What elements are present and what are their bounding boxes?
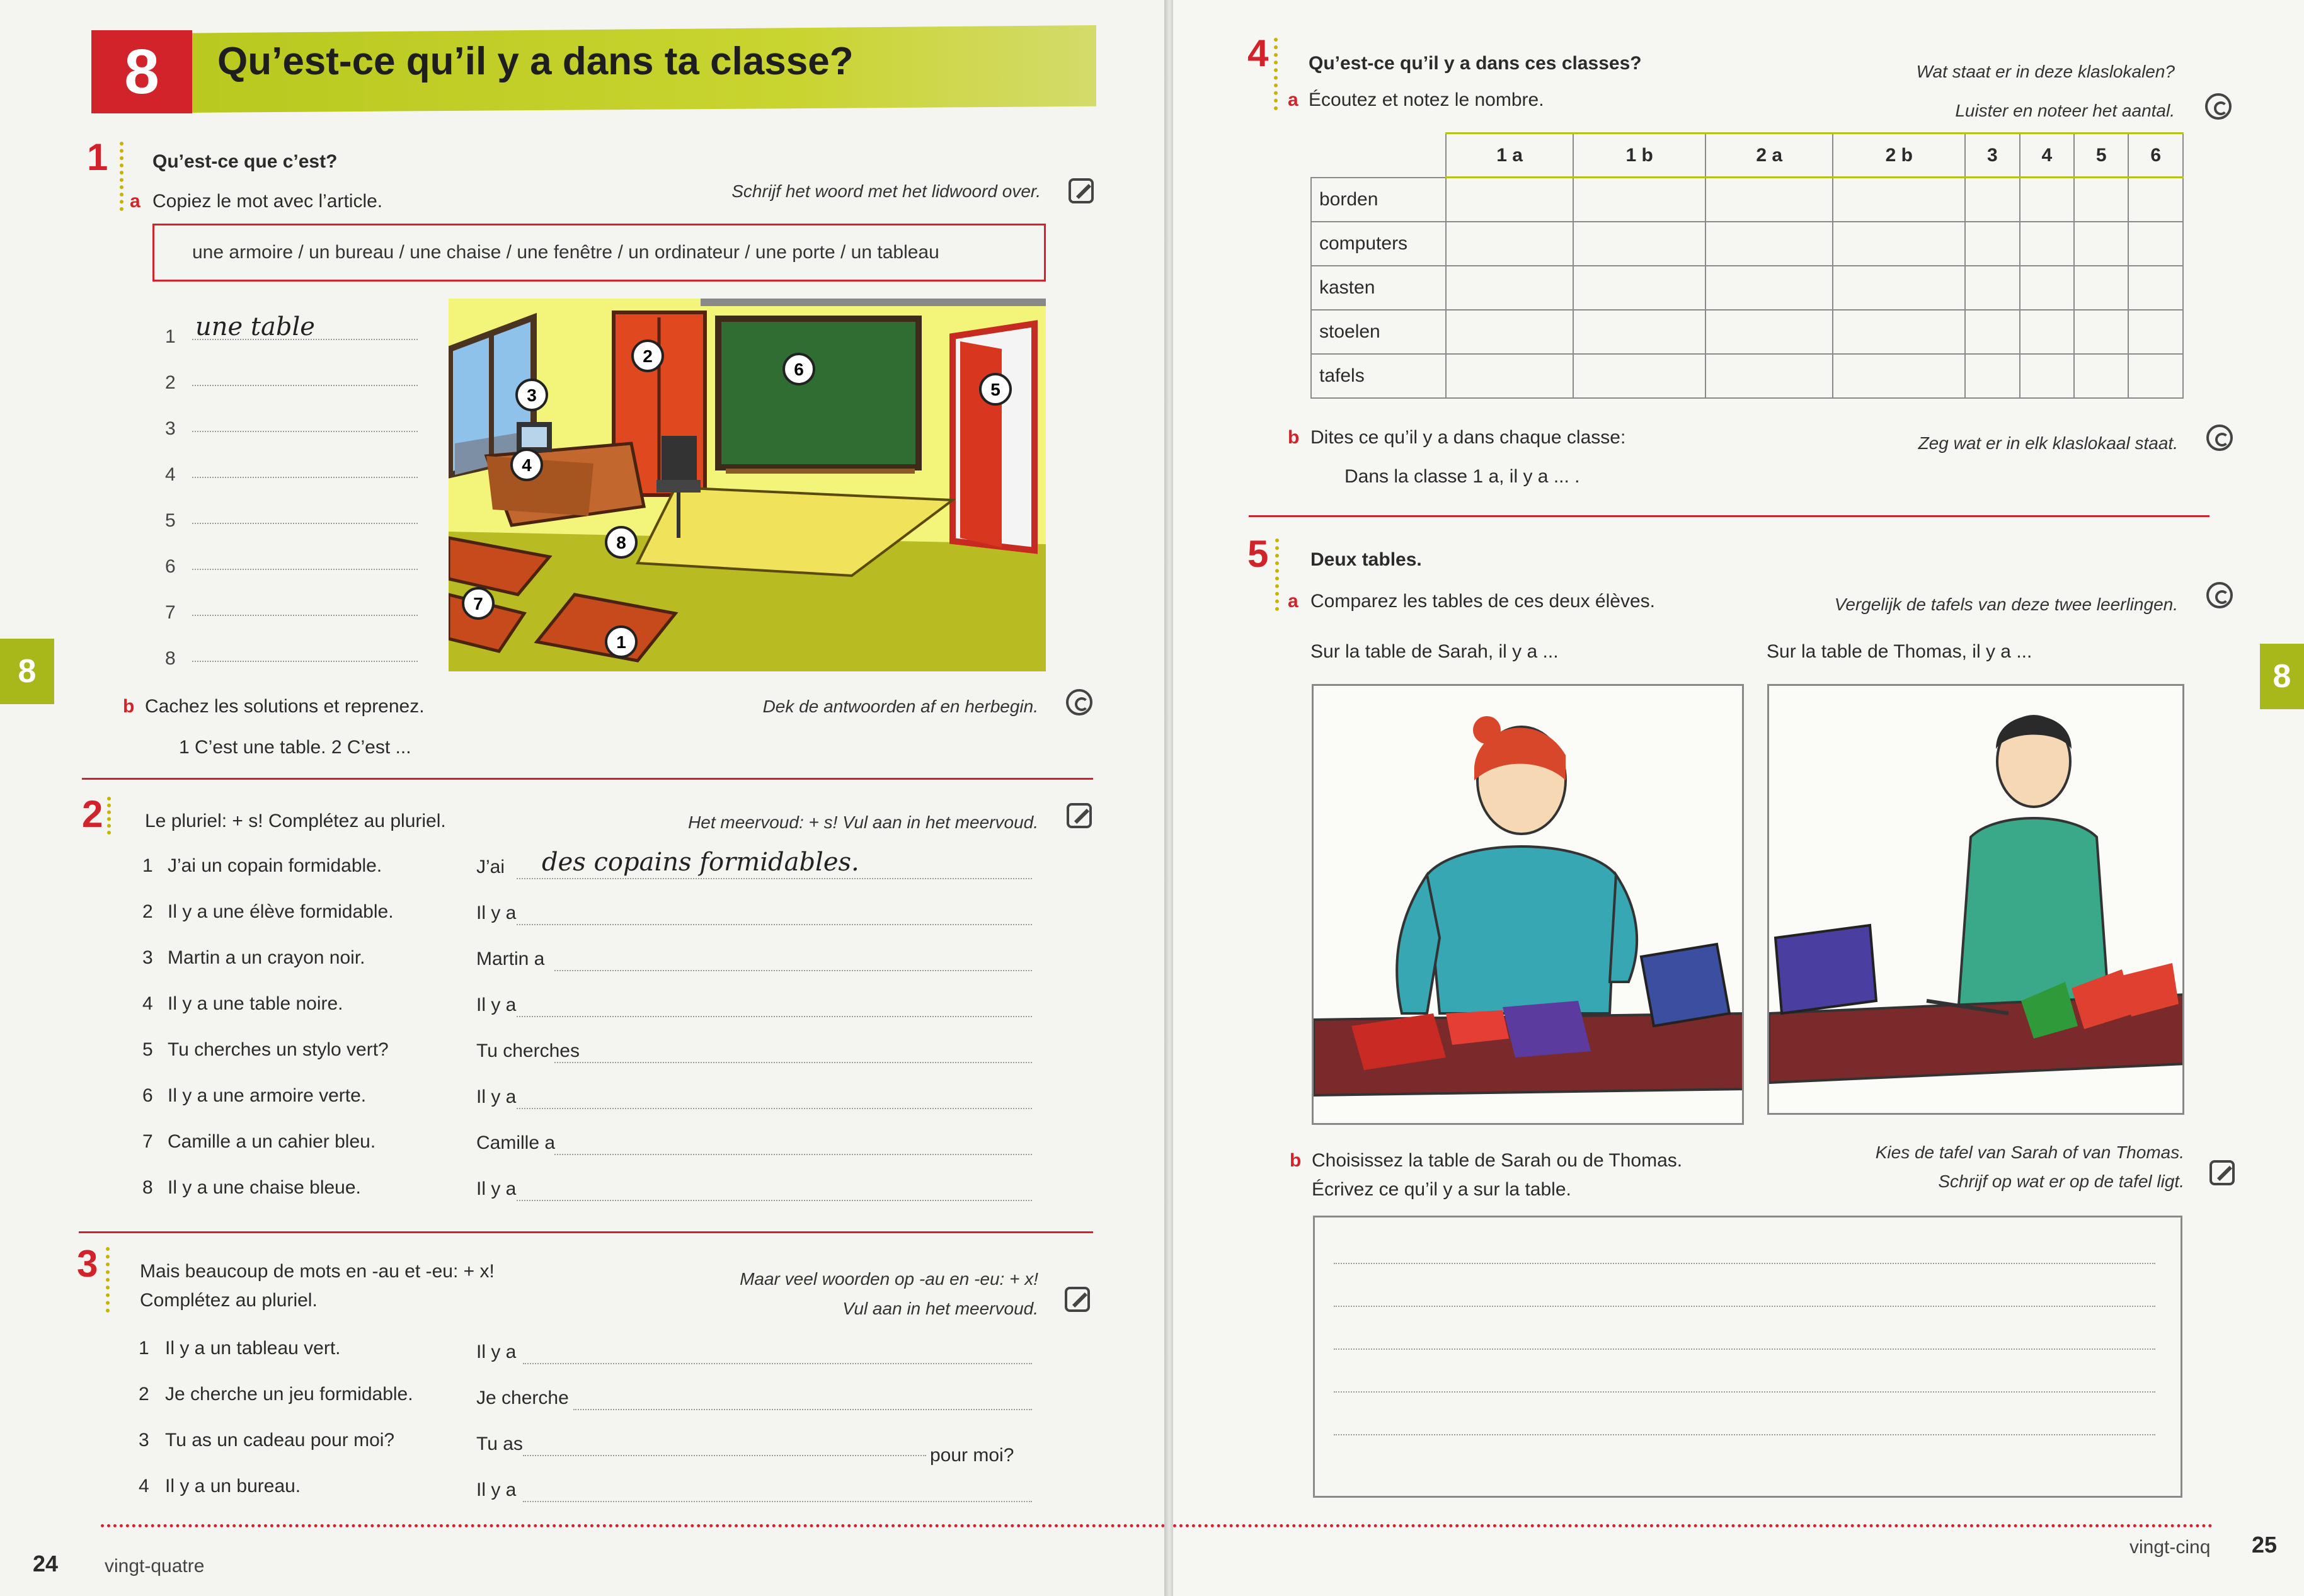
ex3-instruction-2: Complétez au pluriel. [140, 1290, 318, 1311]
ex5-a-translation: Vergelijk de tafels van deze twee leerlingen. [1834, 595, 2178, 614]
classroom-illustration [449, 299, 1046, 671]
ex4-count-cell[interactable] [1965, 222, 2019, 266]
audio-icon [2205, 93, 2232, 120]
ex3-row-number: 3 [139, 1430, 149, 1451]
ex4-table-row [1311, 178, 2183, 222]
unit-number: 8 [124, 36, 159, 107]
sarah-caption: Sur la table de Sarah, il y a ... [1310, 641, 1559, 662]
page-word-right: vingt-cinq [2129, 1537, 2211, 1558]
ex2-row-number: 2 [142, 901, 153, 922]
ex3-row-number: 4 [139, 1476, 149, 1496]
thomas-caption: Sur la table de Thomas, il y a ... [1767, 641, 2032, 662]
page-number-right: 25 [2252, 1532, 2278, 1558]
ex2-row-sentence: Martin a un crayon noir. [168, 947, 365, 968]
ex5-b-instruction-1: Choisissez la table de Sarah ou de Thomas. [1312, 1150, 1683, 1171]
write-pencil-icon [1067, 803, 1092, 828]
ex4-count-cell[interactable] [1705, 266, 1833, 310]
ex1-item-number: 6 [165, 556, 176, 577]
ex4-dots [1274, 38, 1278, 110]
ex2-row-number: 3 [142, 947, 153, 968]
ex5-a-letter: a [1288, 591, 1298, 612]
ex2-row-sentence: Tu cherches un stylo vert? [168, 1039, 389, 1060]
ex2-answer-line[interactable] [554, 1062, 1032, 1063]
ex3-answer-line[interactable] [523, 1501, 1032, 1502]
ex1-a-letter: a [130, 191, 140, 212]
write-pencil-icon [1069, 178, 1094, 203]
ex4-column-header: 1 a [1446, 134, 1573, 178]
ex3-row-sentence: Il y a un tableau vert. [165, 1338, 341, 1359]
ex1-item-number: 5 [165, 510, 176, 531]
ex1-answer-line[interactable] [192, 523, 418, 524]
ex4-row-label: computers [1311, 222, 1446, 266]
ex4-count-cell[interactable] [1965, 266, 2019, 310]
ex2-row-sentence: J’ai un copain formidable. [168, 855, 382, 876]
ex1-item-number: 7 [165, 602, 176, 623]
ex2-row-number: 1 [142, 855, 153, 876]
ex3-row-sentence: Tu as un cadeau pour moi? [165, 1430, 395, 1451]
ex3-instruction-1: Mais beaucoup de mots en -au et -eu: + x! [140, 1261, 495, 1282]
ex4-row-label: kasten [1311, 266, 1446, 310]
ex4-b-translation: Zeg wat er in elk klaslokaal staat. [1918, 433, 2178, 453]
ex2-row-sentence: Il y a une table noire. [168, 993, 343, 1014]
ex4-b-instruction: Dites ce qu’il y a dans chaque classe: [1310, 427, 1626, 448]
ex4-count-cell[interactable] [1446, 310, 1573, 354]
ex4-column-header: 4 [2020, 134, 2074, 178]
ex5-b-translation-2: Schrijf op wat er op de tafel ligt. [1938, 1171, 2184, 1191]
ex4-column-header: 2 a [1705, 134, 1833, 178]
ex5-b-letter: b [1290, 1150, 1302, 1171]
ex1-a-translation: Schrijf het woord met het lidwoord over. [731, 181, 1041, 201]
footer-dotted-line [1173, 1524, 2213, 1527]
ex3-row-start: Je cherche [476, 1388, 569, 1408]
ex4-b-letter: b [1288, 427, 1300, 448]
ex1-b-letter: b [123, 696, 135, 717]
audio-icon [2206, 582, 2233, 608]
ex2-answer-line[interactable] [554, 1154, 1032, 1155]
ex1-answer-line[interactable] [192, 477, 418, 478]
ex2-translation: Het meervoud: + s! Vul aan in het meervoud. [688, 812, 1038, 832]
illustration-marker-label: 7 [473, 594, 483, 613]
ex4-count-cell[interactable] [1705, 354, 1833, 398]
divider [1249, 515, 2209, 517]
ex3-row-number: 2 [139, 1384, 149, 1405]
ex3-row-number: 1 [139, 1338, 149, 1359]
ex4-table-row [1311, 266, 2183, 310]
ex1-answer-line[interactable] [192, 431, 418, 432]
ex4-count-cell[interactable] [1965, 178, 2019, 222]
illustration-marker-label: 2 [643, 346, 653, 366]
ex2-row-start: Martin a [476, 949, 545, 969]
right-page [1173, 0, 2304, 1596]
ex1-item-number: 4 [165, 464, 176, 485]
ex3-translation-2: Vul aan in het meervoud. [842, 1299, 1038, 1318]
ex1-item-number: 1 [165, 326, 176, 347]
ex4-column-header: 2 b [1833, 134, 1965, 178]
ex2-answer-line[interactable] [517, 1016, 1032, 1017]
ex4-count-table [1310, 132, 2184, 399]
page-word-left: vingt-quatre [105, 1556, 205, 1576]
ex4-row-label: tafels [1311, 354, 1446, 398]
ex4-table-row [1311, 222, 2183, 266]
ex1-b-translation: Dek de antwoorden af en herbegin. [762, 697, 1038, 716]
blackboard [718, 319, 919, 474]
ex1-item-number: 2 [165, 372, 176, 393]
ex1-title: Qu’est-ce que c’est? [152, 151, 338, 172]
ex5-a-instruction: Comparez les tables de ces deux élèves. [1310, 591, 1655, 612]
ex4-a-translation: Luister en noteer het aantal. [1955, 101, 2175, 120]
ex3-answer-line[interactable] [573, 1409, 1032, 1410]
ex2-row-sentence: Il y a une chaise bleue. [168, 1177, 361, 1198]
ex4-column-header: 6 [2128, 134, 2183, 178]
ex4-column-header: 5 [2074, 134, 2128, 178]
ex4-count-cell[interactable] [1573, 354, 1705, 398]
ex5-number: 5 [1247, 533, 1269, 575]
divider [79, 1231, 1093, 1233]
ex2-answer-line[interactable] [517, 1200, 1032, 1201]
ex4-count-cell[interactable] [2020, 310, 2074, 354]
footer-dotted-line [101, 1524, 1166, 1527]
ex2-row-number: 7 [142, 1131, 153, 1152]
ex4-count-cell[interactable] [1833, 266, 1965, 310]
ex5-b-instruction-2: Écrivez ce qu’il y a sur la table. [1312, 1179, 1571, 1200]
ex4-a-instruction: Écoutez et notez le nombre. [1309, 89, 1544, 110]
sarah-illustration [1312, 684, 1744, 1125]
chapter-side-tab: 8 [0, 639, 54, 704]
ex3-row-end: pour moi? [930, 1445, 1014, 1466]
ex1-number: 1 [87, 136, 108, 178]
ex4-count-cell[interactable] [1573, 310, 1705, 354]
ex4-count-cell[interactable] [2074, 310, 2128, 354]
ex2-answer-line[interactable] [517, 878, 1032, 879]
ex5-title: Deux tables. [1310, 549, 1422, 570]
ex4-count-cell[interactable] [1705, 310, 1833, 354]
ex2-answer-line[interactable] [517, 1108, 1032, 1109]
write-pencil-icon [2209, 1160, 2235, 1185]
ex3-answer-line[interactable] [523, 1455, 926, 1456]
ex5-writing-box [1313, 1216, 2182, 1498]
ex4-count-cell[interactable] [2074, 266, 2128, 310]
ex2-answer-line[interactable] [517, 924, 1032, 925]
ex4-count-cell[interactable] [1965, 354, 2019, 398]
ex4-table-row [1311, 354, 2183, 398]
door [953, 324, 1035, 550]
ex4-count-cell[interactable] [2128, 354, 2183, 398]
audio-icon [1066, 689, 1092, 715]
ex4-count-cell[interactable] [2020, 354, 2074, 398]
ex2-row-start: Camille a [476, 1132, 556, 1153]
ex4-count-cell[interactable] [1573, 178, 1705, 222]
illustration-marker-label: 8 [616, 533, 626, 552]
ex2-row-start: Il y a [476, 995, 517, 1015]
ex4-title: Qu’est-ce qu’il y a dans ces classes? [1309, 53, 1642, 74]
chapter-side-tab: 8 [2260, 644, 2304, 709]
ex2-number: 2 [82, 793, 103, 835]
illustration-marker-label: 1 [616, 632, 626, 652]
ex4-count-cell[interactable] [1705, 178, 1833, 222]
page-number-left: 24 [33, 1551, 59, 1576]
ex5-b-translation-1: Kies de tafel van Sarah of van Thomas. [1875, 1143, 2184, 1162]
ex3-row-sentence: Je cherche un jeu formidable. [165, 1384, 413, 1405]
ex2-row-number: 5 [142, 1039, 153, 1060]
ex4-count-cell[interactable] [2020, 266, 2074, 310]
ex2-dots [107, 797, 111, 835]
ex5-dots [1275, 539, 1279, 611]
ex4-count-cell[interactable] [1573, 222, 1705, 266]
ex2-row-number: 4 [142, 993, 153, 1014]
ex4-a-letter: a [1288, 89, 1298, 110]
ex3-translation-1: Maar veel woorden op -au en -eu: + x! [740, 1269, 1038, 1289]
ex2-row-start: Il y a [476, 1086, 517, 1107]
ex2-row-start: Tu cherches [476, 1040, 580, 1061]
ex4-column-header: 1 b [1573, 134, 1705, 178]
audio-icon [2206, 425, 2233, 451]
ex1-answer-line[interactable] [192, 615, 418, 616]
ex4-count-cell[interactable] [1833, 354, 1965, 398]
ex4-count-cell[interactable] [1833, 310, 1965, 354]
ex4-count-cell[interactable] [1965, 310, 2019, 354]
ex4-title-translation: Wat staat er in deze klaslokalen? [1916, 62, 2175, 81]
ex1-a-instruction: Copiez le mot avec l’article. [152, 191, 383, 212]
sarah-drawing [1314, 686, 1744, 1125]
ex3-row-sentence: Il y a un bureau. [165, 1476, 301, 1496]
ex2-row-sentence: Il y a une élève formidable. [168, 901, 394, 922]
ex4-count-cell[interactable] [1833, 178, 1965, 222]
illustration-marker-label: 4 [522, 455, 532, 475]
ex3-dots [106, 1247, 110, 1313]
ex4-count-cell[interactable] [2020, 178, 2074, 222]
ex2-row-start: Il y a [476, 903, 517, 923]
ex2-row-number: 6 [142, 1085, 153, 1106]
ex4-count-cell[interactable] [2128, 178, 2183, 222]
ex4-column-header: 3 [1965, 134, 2019, 178]
ex1-wordbox [152, 224, 1046, 282]
ex3-row-start: Tu as [476, 1434, 523, 1454]
ex4-count-cell[interactable] [1446, 178, 1573, 222]
ex4-table-row [1311, 310, 2183, 354]
ex1-answer-line[interactable] [192, 385, 418, 386]
thomas-drawing [1769, 686, 2184, 1115]
ex2-answer: des copains formidables. [542, 848, 859, 877]
ex4-b-example: Dans la classe 1 a, il y a ... . [1344, 466, 1580, 487]
ex2-answer-line[interactable] [554, 970, 1032, 971]
unit-number-box [91, 30, 192, 113]
ex4-count-cell[interactable] [2128, 266, 2183, 310]
ex2-row-number: 8 [142, 1177, 153, 1198]
ex2-row-start: Il y a [476, 1178, 517, 1199]
ex4-count-cell[interactable] [2128, 222, 2183, 266]
ex1-b-instruction: Cachez les solutions et reprenez. [145, 696, 425, 717]
ex4-count-cell[interactable] [1446, 222, 1573, 266]
ex2-row-sentence: Camille a un cahier bleu. [168, 1131, 376, 1152]
unit-title: Qu’est-ce qu’il y a dans ta classe? [217, 40, 854, 83]
illustration-marker-label: 6 [794, 360, 804, 379]
illustration-marker-label: 3 [527, 385, 537, 405]
ex4-count-cell[interactable] [1833, 222, 1965, 266]
thomas-illustration [1767, 684, 2184, 1115]
ex4-count-cell[interactable] [2074, 222, 2128, 266]
ex1-answer-line[interactable] [192, 661, 418, 662]
illustration-marker-label: 5 [990, 380, 1000, 399]
ex4-row-label: borden [1311, 178, 1446, 222]
ex2-instruction: Le pluriel: + s! Complétez au pluriel. [145, 811, 446, 831]
ex1-answer-line[interactable] [192, 569, 418, 570]
ex4-number: 4 [1247, 32, 1269, 74]
ex2-row-sentence: Il y a une armoire verte. [168, 1085, 367, 1106]
ex3-answer-line[interactable] [523, 1363, 1032, 1364]
ex4-count-cell[interactable] [2128, 310, 2183, 354]
divider [82, 778, 1093, 780]
ex1-item-number: 3 [165, 418, 176, 439]
ex3-number: 3 [77, 1243, 98, 1285]
ex2-row-start: J’ai [476, 857, 505, 877]
write-pencil-icon [1065, 1287, 1090, 1312]
ex4-count-cell[interactable] [1446, 354, 1573, 398]
ex1-item-number: 8 [165, 648, 176, 669]
ex3-row-start: Il y a [476, 1479, 517, 1500]
ex1-dots [120, 142, 123, 211]
ex1-b-example: 1 C’est une table. 2 C’est ... [179, 737, 411, 758]
ex1-wordbox-text: une armoire / un bureau / une chaise / une fenêtre / un ordinateur / une porte / un tableau [192, 242, 939, 263]
ex4-row-label: stoelen [1311, 310, 1446, 354]
ex4-count-cell[interactable] [1446, 266, 1573, 310]
ex4-count-cell[interactable] [1705, 222, 1833, 266]
ex4-count-cell[interactable] [2074, 178, 2128, 222]
ex4-count-cell[interactable] [2074, 354, 2128, 398]
ex4-count-cell[interactable] [1573, 266, 1705, 310]
ex4-count-cell[interactable] [2020, 222, 2074, 266]
ex3-row-start: Il y a [476, 1342, 517, 1362]
ex1-first-answer: une table [195, 312, 315, 341]
